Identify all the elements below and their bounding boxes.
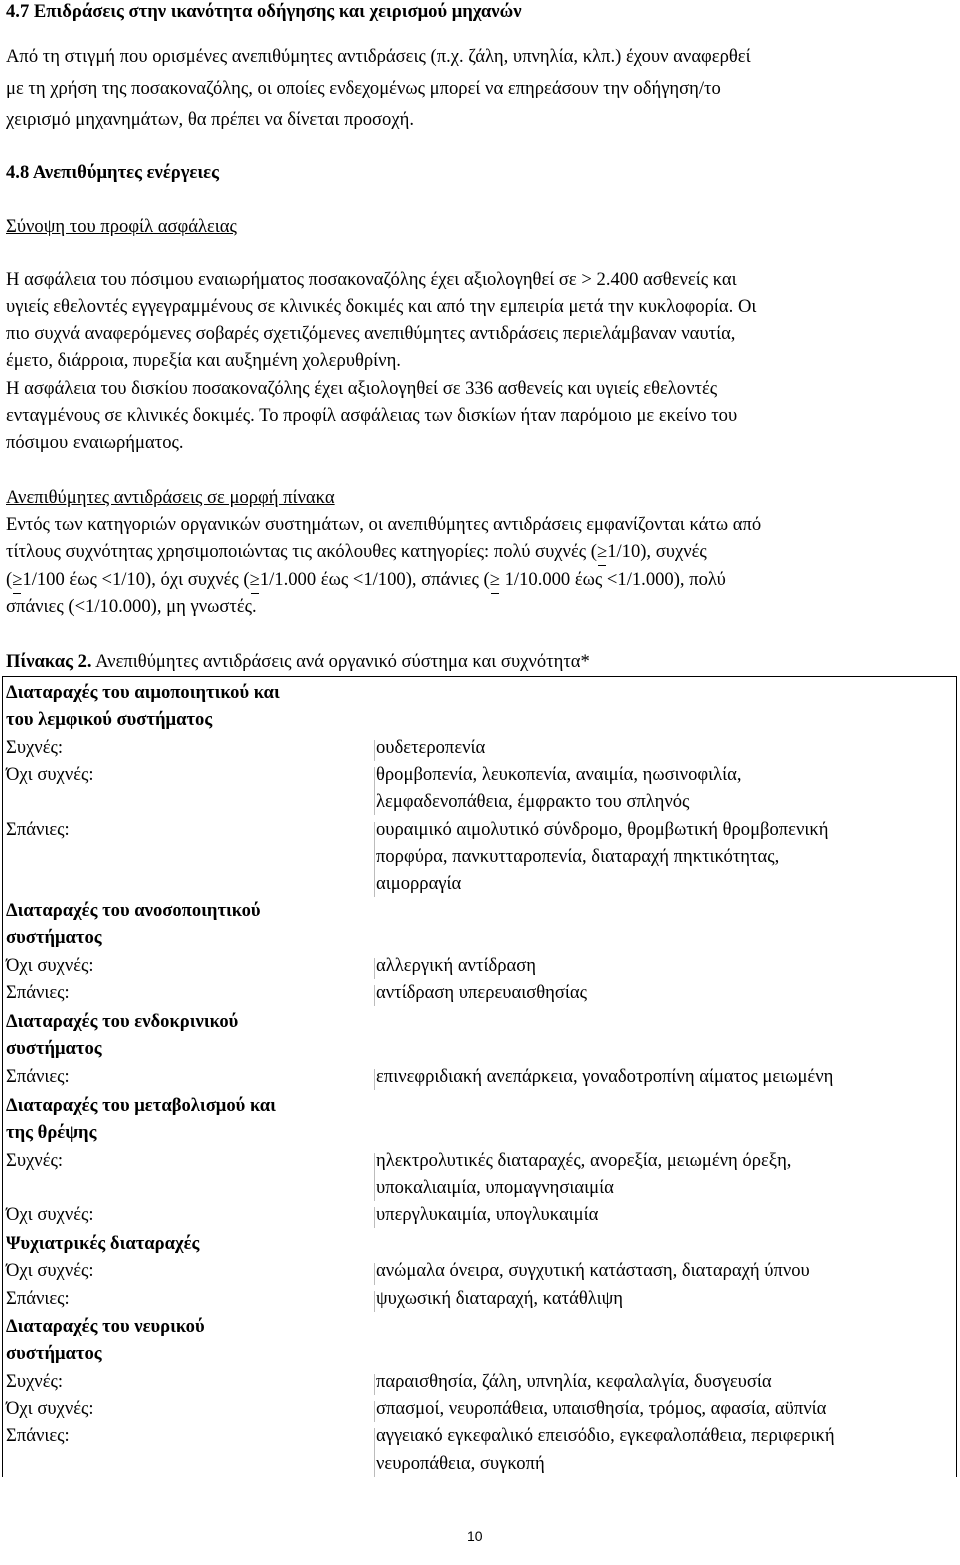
adverse-effect-text: υποκαλιαιμία, υπομαγνησιαιμία bbox=[376, 1176, 614, 1198]
safety-line-6: ενταγμένους σε κλινικές δοκιμές. Το προφίλ ασφάλειας των δισκίων ήταν παρόμοιο με εκείνο του bbox=[6, 405, 738, 426]
frequency-label: Σπάνιες: bbox=[6, 1425, 70, 1447]
group-title: συστήματος bbox=[6, 927, 102, 949]
column-separator bbox=[374, 767, 375, 816]
frequency-label: Σπάνιες: bbox=[6, 1065, 70, 1087]
table-right-border bbox=[956, 676, 957, 1477]
adverse-effect-text: ψυχωσική διαταραχή, κατάθλιψη bbox=[376, 1287, 623, 1309]
section-4-7-heading: 4.7 Επιδράσεις στην ικανότητα οδήγησης και χειρισμού μηχανών bbox=[6, 1, 522, 22]
column-separator bbox=[374, 822, 375, 898]
frequency-label: Σπάνιες: bbox=[6, 1287, 70, 1309]
group-title: Διαταραχές του νευρικού bbox=[6, 1316, 205, 1337]
adverse-effect-text: παραισθησία, ζάλη, υπνηλία, κεφαλαλγία, δυσγευσία bbox=[376, 1370, 772, 1392]
adverse-effect-text: πορφύρα, πανκυτταροπενία, διαταραχή πηκτικότητας, bbox=[376, 845, 780, 867]
adverse-effect-text: θρομβοπενία, λευκοπενία, αναιμία, ηωσινοφιλία, bbox=[376, 763, 742, 785]
column-separator bbox=[374, 740, 375, 761]
safety-line-1: Η ασφάλεια του πόσιμου εναιωρήματος ποσακοναζόλης έχει αξιολογηθεί σε > 2.400 ασθενείς και bbox=[6, 269, 737, 290]
safety-line-4: έμετο, διάρροια, πυρεξία και αυξημένη χολερυθρίνη. bbox=[6, 350, 401, 371]
adverse-effect-text: αγγειακό εγκεφαλικό επεισόδιο, εγκεφαλοπάθεια, περιφερική bbox=[376, 1425, 835, 1447]
frequency-label: Όχι συχνές: bbox=[6, 1260, 94, 1282]
tabulated-line-3 bbox=[6, 566, 726, 593]
table-left-border bbox=[2, 676, 3, 1477]
safety-summary-title: Σύνοψη του προφίλ ασφάλειας bbox=[6, 216, 237, 237]
adverse-effect-text: αλλεργική αντίδραση bbox=[376, 954, 536, 976]
frequency-label: Συχνές: bbox=[6, 1149, 64, 1171]
table-caption-label: Πίνακας 2. bbox=[6, 651, 92, 672]
section-4-8-heading: 4.8 Ανεπιθύμητες ενέργειες bbox=[6, 162, 219, 183]
group-title: συστήματος bbox=[6, 1038, 102, 1060]
column-separator bbox=[374, 1069, 375, 1090]
column-separator bbox=[374, 985, 375, 1006]
ge-symbol: ≥ bbox=[250, 566, 260, 593]
table-caption bbox=[6, 648, 590, 675]
page-number: 10 bbox=[467, 1528, 483, 1544]
adverse-effect-text: νευροπάθεια, συγκοπή bbox=[376, 1452, 545, 1474]
tabulated-line-2-text: τίτλους συχνότητας χρησιμοποιώντας τις ακόλουθες κατηγορίες: πολύ συχνές ( bbox=[6, 541, 597, 562]
column-separator bbox=[374, 1153, 375, 1202]
group-title: Διαταραχές του ανοσοποιητικού bbox=[6, 900, 261, 921]
section-4-7-line-1: Από τη στιγμή που ορισμένες ανεπιθύμητες αντιδράσεις (π.χ. ζάλη, υπνηλία, κλπ.) έχουν αναφερθεί bbox=[6, 46, 751, 67]
group-title: Διαταραχές του μεταβολισμού και bbox=[6, 1095, 276, 1116]
ge-symbol: ≥ bbox=[490, 566, 500, 593]
adverse-effect-text: ηλεκτρολυτικές διαταραχές, ανορεξία, μειωμένη όρεξη, bbox=[376, 1149, 792, 1171]
frequency-label: Όχι συχνές: bbox=[6, 763, 94, 785]
safety-line-3: πιο συχνά αναφερόμενες σοβαρές σχετιζόμενες ανεπιθύμητες αντιδράσεις περιελάμβαναν ναυτία, bbox=[6, 323, 736, 344]
table-caption-text: Ανεπιθύμητες αντιδράσεις ανά οργανικό σύστημα και συχνότητα* bbox=[91, 651, 590, 672]
adverse-effect-text: αντίδραση υπερευαισθησίας bbox=[376, 981, 588, 1003]
frequency-label: Σπάνιες: bbox=[6, 818, 70, 840]
tabulated-line-3-c: 1/10.000 έως <1/1.000), πολύ bbox=[499, 569, 726, 590]
frequency-label: Όχι συχνές: bbox=[6, 1204, 94, 1226]
group-title: Διαταραχές του ενδοκρινικού bbox=[6, 1011, 239, 1032]
frequency-label: Όχι συχνές: bbox=[6, 954, 94, 976]
tabulated-title: Ανεπιθύμητες αντιδράσεις σε μορφή πίνακα bbox=[6, 487, 335, 508]
group-title: της θρέψης bbox=[6, 1122, 97, 1144]
adverse-effect-text: λεμφαδενοπάθεια, έμφρακτο του σπληνός bbox=[376, 791, 690, 813]
adverse-effect-text: ουραιμικό αιμολυτικό σύνδρομο, θρομβωτική θρομβοπενική bbox=[376, 818, 829, 840]
column-separator bbox=[374, 958, 375, 979]
adverse-effect-text: αιμορραγία bbox=[376, 873, 462, 895]
adverse-effect-text: υπεργλυκαιμία, υπογλυκαιμία bbox=[376, 1204, 599, 1226]
safety-line-5: Η ασφάλεια του δισκίου ποσακοναζόλης έχει αξιολογηθεί σε 336 ασθενείς και υγιείς εθελοντές bbox=[6, 378, 718, 399]
ge-symbol: ≥ bbox=[12, 566, 22, 593]
adverse-effect-text: επινεφριδιακή ανεπάρκεια, γοναδοτροπίνη αίματος μειωμένη bbox=[376, 1065, 834, 1087]
column-separator bbox=[374, 1207, 375, 1228]
group-title: του λεμφικού συστήματος bbox=[6, 709, 213, 731]
column-separator bbox=[374, 1291, 375, 1312]
adverse-effect-text: ουδετεροπενία bbox=[376, 736, 486, 758]
frequency-label: Συχνές: bbox=[6, 736, 64, 758]
frequency-label: Συχνές: bbox=[6, 1370, 64, 1392]
tabulated-line-2 bbox=[6, 538, 707, 565]
safety-line-7: πόσιμου εναιωρήματος. bbox=[6, 432, 184, 453]
tabulated-line-3-b: 1/1.000 έως <1/100), σπάνιες ( bbox=[259, 569, 490, 590]
adverse-effect-text: σπασμοί, νευροπάθεια, υπαισθησία, τρόμος, αφασία, αϋπνία bbox=[376, 1397, 827, 1419]
group-title: Ψυχιατρικές διαταραχές bbox=[6, 1233, 200, 1254]
section-4-7-line-2: με τη χρήση της ποσακοναζόλης, οι οποίες ενδεχομένως μπορεί να επηρεάσουν την οδήγηση/το bbox=[6, 78, 721, 99]
ge-symbol: ≥ bbox=[597, 538, 607, 565]
frequency-label: Σπάνιες: bbox=[6, 981, 70, 1003]
tabulated-line-4: σπάνιες (<1/10.000), μη γνωστές. bbox=[6, 596, 257, 617]
column-separator bbox=[374, 1263, 375, 1284]
group-title: συστήματος bbox=[6, 1343, 102, 1365]
column-separator bbox=[374, 1401, 375, 1422]
column-separator bbox=[374, 1374, 375, 1395]
group-title: Διαταραχές του αιμοποιητικού και bbox=[6, 682, 280, 703]
column-separator bbox=[374, 1428, 375, 1477]
adverse-effect-text: ανώμαλα όνειρα, συγχυτική κατάσταση, διαταραχή ύπνου bbox=[376, 1260, 810, 1282]
frequency-label: Όχι συχνές: bbox=[6, 1397, 94, 1419]
tabulated-line-3-open: ( bbox=[6, 569, 13, 590]
table-top-border bbox=[2, 676, 956, 677]
tabulated-line-3-a: 1/100 έως <1/10), όχι συχνές ( bbox=[22, 569, 250, 590]
safety-line-2: υγιείς εθελοντές εγγεγραμμένους σε κλινικές δοκιμές και από την εμπειρία μετά την κυκλοφορία. Οι bbox=[6, 296, 757, 317]
section-4-7-line-3: χειρισμό μηχανημάτων, θα πρέπει να δίνεται προσοχή. bbox=[6, 109, 414, 130]
tabulated-line-1: Εντός των κατηγοριών οργανικών συστημάτων, οι ανεπιθύμητες αντιδράσεις εμφανίζονται κάτω από bbox=[6, 514, 762, 535]
tabulated-line-2-tail: 1/10), συχνές bbox=[607, 541, 707, 562]
